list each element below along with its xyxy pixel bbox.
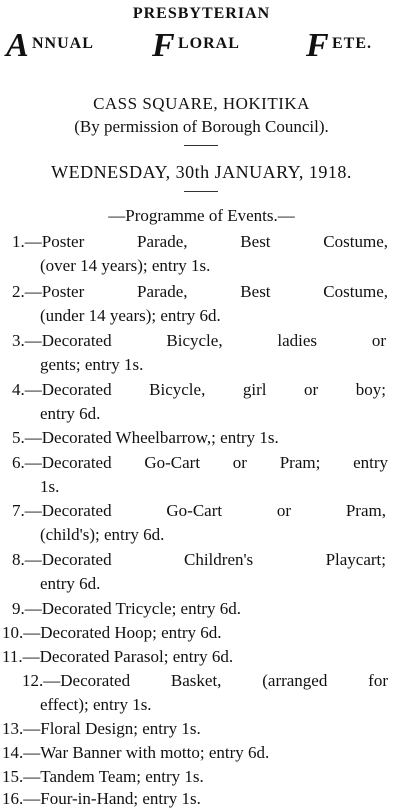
programme-line: (child's); entry 6d. [40,525,165,544]
programme-line: (over 14 years); entry 1s. [40,256,211,275]
programme-line: 11.—Decorated Parasol; entry 6d. [2,647,234,666]
programme-line: 6.—Decorated Go-Cart or Pram; entry [12,453,388,472]
programme-line: effect); entry 1s. [40,695,152,714]
floral-rest: LORAL [178,35,240,52]
divider-bottom [184,191,218,192]
fete-initial: F [306,27,329,64]
programme-line: entry 6d. [40,404,101,423]
programme-line: 13.—Floral Design; entry 1s. [2,719,201,738]
permission-note: (By permission of Borough Council). [74,117,329,136]
annual-rest: NNUAL [32,35,94,52]
programme-line: 5.—Decorated Wheelbarrow,; entry 1s. [12,428,279,447]
programme-line: 9.—Decorated Tricycle; entry 6d. [12,599,241,618]
programme-line: 14.—War Banner with motto; entry 6d. [2,743,270,762]
programme-line: 2.—Poster Parade, Best Costume, [12,282,388,301]
heading-title [6,28,398,72]
programme-line: 3.—Decorated Bicycle, ladies or [12,331,386,350]
floral-initial: F [152,27,175,64]
programme-line: 12.—Decorated Basket, (arranged for [22,671,388,690]
programme-line: entry 6d. [40,574,101,593]
fete-rest: ETE. [332,35,373,52]
programme-line: 1s. [40,477,60,496]
programme-line: (under 14 years); entry 6d. [40,306,221,325]
programme-line: 7.—Decorated Go-Cart or Pram, [12,501,386,520]
venue: CASS SQUARE, HOKITIKA [93,94,310,113]
programme-line: 15.—Tandem Team; entry 1s. [2,767,204,786]
programme-line: 4.—Decorated Bicycle, girl or boy; [12,380,386,399]
programme-line: 10.—Decorated Hoop; entry 6d. [2,623,222,642]
programme-title: —Programme of Events.— [108,206,295,225]
programme-line: 16.—Four-in-Hand; entry 1s. [2,789,201,808]
divider-top [184,145,218,146]
programme-line: 1.—Poster Parade, Best Costume, [12,232,388,251]
heading-presbyterian: PRESBYTERIAN [132,5,271,22]
programme-line: 8.—Decorated Children's Playcart; [12,550,386,569]
programme-line: gents; entry 1s. [40,355,144,374]
event-date: WEDNESDAY, 30th JANUARY, 1918. [51,162,352,182]
annual-initial: A [6,27,29,64]
